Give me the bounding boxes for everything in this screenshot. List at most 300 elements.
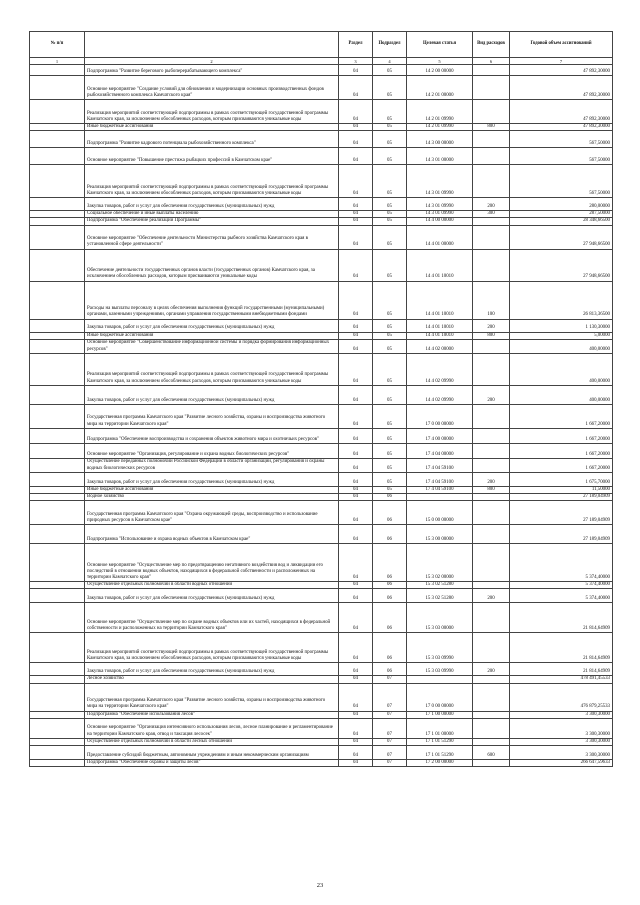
cell-name: Закупка товаров, работ и услуг для обеспечения государственных (муниципальных) нужд: [85, 589, 339, 603]
cell-section: 04: [339, 124, 373, 131]
cell-section: 04: [339, 428, 373, 443]
cell-amount: 47 892,30000: [510, 76, 613, 100]
cell-subsection: 07: [373, 676, 407, 683]
cell-name: Основное мероприятие "Осуществление мер по охране водных объектов или их частей, находящихся в федеральной собственности и расположенных на территории Камчатского края": [85, 603, 339, 633]
cell-expense-type: [473, 544, 510, 582]
cell-subsection: 05: [373, 211, 407, 218]
cell-subsection: 05: [373, 428, 407, 443]
cell-target-article: 17 4 04 59100: [407, 472, 473, 486]
cell-expense-type: [473, 225, 510, 249]
cell-row-number: [30, 165, 85, 198]
cell-name: Подпрограмма "Обеспечение реализации Программы": [85, 218, 339, 225]
cell-row-number: [30, 472, 85, 486]
cell-subsection: 05: [373, 281, 407, 319]
cell-target-article: 15 3 02 00000: [407, 544, 473, 582]
cell-subsection: 05: [373, 443, 407, 458]
cell-expense-type: [473, 494, 510, 501]
cell-subsection: 05: [373, 165, 407, 198]
cell-subsection: 07: [373, 683, 407, 711]
cell-amount: 47 892,30000: [510, 124, 613, 131]
cell-section: 04: [339, 711, 373, 718]
cell-expense-type: [473, 404, 510, 428]
cell-amount: 476 879,25533: [510, 683, 613, 711]
cell-name: Лесное хозяйство: [85, 676, 339, 683]
cell-expense-type: [473, 65, 510, 76]
cell-expense-type: 200: [473, 663, 510, 676]
cell-target-article: 17 1 00 00000: [407, 711, 473, 718]
table-row: [30, 124, 613, 131]
cell-name: Закупка товаров, работ и услуг для обеспечения государственных (муниципальных) нужд: [85, 198, 339, 211]
cell-expense-type: 800: [473, 124, 510, 131]
cell-row-number: [30, 544, 85, 582]
cell-expense-type: [473, 501, 510, 525]
cell-amount: 27 948,66500: [510, 225, 613, 249]
cell-expense-type: 800: [473, 486, 510, 493]
cell-subsection: 05: [373, 148, 407, 165]
table-row: [30, 746, 613, 760]
cell-section: 04: [339, 676, 373, 683]
table-row: [30, 76, 613, 100]
cell-row-number: [30, 738, 85, 745]
cell-target-article: 14 3 01 09990: [407, 198, 473, 211]
cell-row-number: [30, 633, 85, 663]
cell-row-number: [30, 494, 85, 501]
cell-subsection: 05: [373, 249, 407, 281]
cell-name: Подпрограмма "Обеспечение использования лесов": [85, 711, 339, 718]
column-number: 1: [30, 58, 85, 65]
cell-amount: 287,50000: [510, 211, 613, 218]
table-row: [30, 603, 613, 633]
cell-target-article: [407, 676, 473, 683]
budget-table-sheet: [29, 31, 612, 767]
cell-name: Расходы на выплаты персоналу в целях обеспечения выполнения функций государственными (муниципальными) органами, казенными учреждениями, органами управления государственными внебюджетными фондами: [85, 281, 339, 319]
table-row: [30, 663, 613, 676]
cell-name: Иные бюджетные ассигнования: [85, 486, 339, 493]
cell-name: Основное мероприятие "Создание условий для обновления и модернизации основных производственных фондов рыбохозяйственного комплекса Камчатского края": [85, 76, 339, 100]
table-row: [30, 148, 613, 165]
cell-section: 04: [339, 353, 373, 385]
table-row: [30, 339, 613, 353]
cell-name: Подпрограмма "Обеспечение воспроизводства и сохранения объектов животного мира и охотничьих ресурсов": [85, 428, 339, 443]
cell-amount: 478 491,45533: [510, 676, 613, 683]
cell-section: 04: [339, 544, 373, 582]
cell-amount: 26 813,36500: [510, 281, 613, 319]
cell-expense-type: 200: [473, 472, 510, 486]
cell-amount: 5 374,40000: [510, 582, 613, 589]
cell-amount: 21 814,64909: [510, 633, 613, 663]
cell-section: 04: [339, 65, 373, 76]
table-row: [30, 494, 613, 501]
cell-subsection: 05: [373, 486, 407, 493]
cell-subsection: 05: [373, 65, 407, 76]
cell-target-article: 15 0 00 00000: [407, 501, 473, 525]
cell-name: Государственная программа Камчатского края "Развитие лесного хозяйства, охраны и воспроизводства животного мира на территории Камчатского края": [85, 683, 339, 711]
table-row: [30, 353, 613, 385]
cell-target-article: 14 2 00 00000: [407, 65, 473, 76]
cell-name: Основное мероприятие "Обеспечение деятельности Министерства рыбного хозяйства Камчатского края в установленной сфере деятельности": [85, 225, 339, 249]
table-row: [30, 683, 613, 711]
cell-section: 04: [339, 249, 373, 281]
cell-row-number: [30, 718, 85, 738]
cell-row-number: [30, 353, 85, 385]
cell-amount: 11,50000: [510, 486, 613, 493]
cell-name: Основное мероприятие "Совершенствование информационной системы и порядка формирования информационных ресурсов": [85, 339, 339, 353]
column-number: 5: [407, 58, 473, 65]
table-row: [30, 100, 613, 124]
cell-row-number: [30, 198, 85, 211]
cell-row-number: [30, 339, 85, 353]
cell-amount: 3 300,30000: [510, 718, 613, 738]
cell-expense-type: [473, 249, 510, 281]
cell-row-number: [30, 332, 85, 339]
cell-section: 04: [339, 633, 373, 663]
cell-amount: 1 130,30000: [510, 319, 613, 332]
cell-name: Государственная программа Камчатского края "Охрана окружающей среды, воспроизводство и использование природных ресурсов в Камчатском крае": [85, 501, 339, 525]
cell-target-article: 14 4 02 09990: [407, 353, 473, 385]
cell-target-article: 14 2 01 00000: [407, 76, 473, 100]
table-header-row: [30, 32, 613, 58]
cell-section: 04: [339, 319, 373, 332]
cell-expense-type: 100: [473, 281, 510, 319]
cell-expense-type: [473, 443, 510, 458]
table-row: [30, 472, 613, 486]
cell-target-article: 14 3 01 00000: [407, 148, 473, 165]
cell-subsection: 05: [373, 225, 407, 249]
cell-target-article: 17 1 01 51290: [407, 738, 473, 745]
cell-subsection: 07: [373, 760, 407, 767]
cell-amount: 1 667,20000: [510, 404, 613, 428]
cell-row-number: [30, 218, 85, 225]
column-number: 7: [510, 58, 613, 65]
cell-row-number: [30, 100, 85, 124]
cell-name: Осуществление отдельных полномочий в области лесных отношений: [85, 738, 339, 745]
cell-row-number: [30, 404, 85, 428]
cell-subsection: 06: [373, 494, 407, 501]
header-row-number: № п/п: [30, 32, 85, 58]
cell-section: 04: [339, 165, 373, 198]
cell-row-number: [30, 525, 85, 544]
cell-section: 04: [339, 683, 373, 711]
cell-target-article: 14 4 00 00000: [407, 218, 473, 225]
table-row: [30, 385, 613, 404]
table-row: [30, 486, 613, 493]
cell-subsection: 07: [373, 738, 407, 745]
cell-expense-type: [473, 131, 510, 148]
cell-amount: 567,50000: [510, 148, 613, 165]
cell-section: 04: [339, 738, 373, 745]
cell-amount: 400,00000: [510, 385, 613, 404]
table-row: [30, 589, 613, 603]
table-row: [30, 131, 613, 148]
cell-target-article: 14 4 01 10010: [407, 319, 473, 332]
cell-expense-type: [473, 711, 510, 718]
cell-amount: 27 189,04909: [510, 525, 613, 544]
cell-section: 04: [339, 76, 373, 100]
table-row: [30, 404, 613, 428]
cell-subsection: 06: [373, 633, 407, 663]
column-number: 4: [373, 58, 407, 65]
cell-amount: 21 814,64909: [510, 603, 613, 633]
cell-target-article: 15 3 03 09990: [407, 663, 473, 676]
header-expense-type: Вид расходов: [473, 32, 510, 58]
table-row: [30, 198, 613, 211]
table-row: [30, 582, 613, 589]
cell-section: 04: [339, 760, 373, 767]
header-subsection: Подраздел: [373, 32, 407, 58]
cell-target-article: 15 3 03 09990: [407, 633, 473, 663]
cell-expense-type: 300: [473, 211, 510, 218]
cell-subsection: 05: [373, 218, 407, 225]
cell-section: 04: [339, 225, 373, 249]
page-number: 23: [316, 882, 324, 889]
cell-name: Реализация мероприятий соответствующей подпрограммы в рамках соответствующей государственной программы Камчатского края, за исключением обособленных расходов, которым присваиваются уникальные коды: [85, 100, 339, 124]
cell-name: Осуществление переданных полномочий Российской Федерации в области организации, регулирования и охраны водных биологических ресурсов: [85, 458, 339, 472]
cell-amount: 27 189,04909: [510, 501, 613, 525]
cell-expense-type: 200: [473, 385, 510, 404]
cell-expense-type: [473, 339, 510, 353]
cell-expense-type: [473, 353, 510, 385]
cell-section: 04: [339, 148, 373, 165]
cell-subsection: 05: [373, 198, 407, 211]
cell-subsection: 07: [373, 746, 407, 760]
cell-row-number: [30, 385, 85, 404]
cell-subsection: 06: [373, 544, 407, 582]
cell-section: 04: [339, 589, 373, 603]
cell-name: Подпрограмма "Использование и охрана водных объектов в Камчатском крае": [85, 525, 339, 544]
cell-target-article: 14 2 01 09990: [407, 100, 473, 124]
column-number: 6: [473, 58, 510, 65]
budget-allocation-table: [29, 31, 613, 767]
table-row: [30, 249, 613, 281]
cell-row-number: [30, 663, 85, 676]
column-number-row: [30, 58, 613, 65]
cell-expense-type: [473, 738, 510, 745]
cell-row-number: [30, 211, 85, 218]
cell-row-number: [30, 746, 85, 760]
cell-expense-type: [473, 100, 510, 124]
cell-subsection: 05: [373, 332, 407, 339]
cell-name: Иные бюджетные ассигнования: [85, 124, 339, 131]
cell-expense-type: [473, 676, 510, 683]
cell-subsection: 07: [373, 711, 407, 718]
cell-name: Осуществление отдельных полномочий в области водных отношений: [85, 582, 339, 589]
cell-row-number: [30, 443, 85, 458]
cell-name: Реализация мероприятий соответствующей подпрограммы в рамках соответствующей государственной программы Камчатского края, за исключением обособленных расходов, которым присваиваются уникальные коды: [85, 633, 339, 663]
cell-amount: 1 667,20000: [510, 443, 613, 458]
cell-subsection: 05: [373, 472, 407, 486]
cell-subsection: 05: [373, 353, 407, 385]
cell-subsection: 05: [373, 339, 407, 353]
cell-amount: 1 667,20000: [510, 458, 613, 472]
cell-section: 04: [339, 718, 373, 738]
cell-expense-type: [473, 582, 510, 589]
cell-name: Социальное обеспечение и иные выплаты населению: [85, 211, 339, 218]
cell-expense-type: [473, 458, 510, 472]
cell-expense-type: 800: [473, 332, 510, 339]
table-row: [30, 443, 613, 458]
cell-section: 04: [339, 663, 373, 676]
cell-expense-type: 200: [473, 589, 510, 603]
cell-row-number: [30, 711, 85, 718]
cell-section: 04: [339, 486, 373, 493]
header-section: Раздел: [339, 32, 373, 58]
cell-section: 04: [339, 746, 373, 760]
cell-expense-type: [473, 603, 510, 633]
cell-row-number: [30, 582, 85, 589]
header-name: [85, 32, 339, 58]
cell-row-number: [30, 65, 85, 76]
cell-expense-type: [473, 683, 510, 711]
table-row: [30, 525, 613, 544]
cell-target-article: 14 3 01 09990: [407, 165, 473, 198]
cell-section: 04: [339, 211, 373, 218]
table-row: [30, 633, 613, 663]
cell-name: Реализация мероприятий соответствующей подпрограммы в рамках соответствующей государственной программы Камчатского края, за исключением обособленных расходов, которым присваиваются уникальные коды: [85, 165, 339, 198]
cell-row-number: [30, 148, 85, 165]
header-annual-amount: Годовой объем ассигнований: [510, 32, 613, 58]
cell-name: Основное мероприятие "Организация, регулирование и охрана водных биологических ресурсов": [85, 443, 339, 458]
table-row: [30, 718, 613, 738]
cell-subsection: 06: [373, 663, 407, 676]
cell-target-article: 14 4 01 00000: [407, 225, 473, 249]
cell-row-number: [30, 589, 85, 603]
cell-row-number: [30, 683, 85, 711]
cell-amount: 280,00000: [510, 198, 613, 211]
cell-section: 04: [339, 443, 373, 458]
table-row: [30, 738, 613, 745]
cell-name: Подпрограмма "Развитие кадрового потенциала рыбохозяйственного комплекса": [85, 131, 339, 148]
cell-target-article: 14 4 01 10010: [407, 281, 473, 319]
cell-amount: 1 667,20000: [510, 428, 613, 443]
table-row: [30, 458, 613, 472]
cell-section: 04: [339, 385, 373, 404]
cell-subsection: 06: [373, 582, 407, 589]
table-row: [30, 428, 613, 443]
cell-target-article: 15 3 00 00000: [407, 525, 473, 544]
cell-target-article: 14 4 02 09990: [407, 385, 473, 404]
cell-expense-type: [473, 633, 510, 663]
cell-expense-type: [473, 428, 510, 443]
column-number: 2: [85, 58, 339, 65]
header-target-article: Целевая статья: [407, 32, 473, 58]
cell-amount: 21 814,64909: [510, 663, 613, 676]
cell-subsection: 06: [373, 603, 407, 633]
column-number: 3: [339, 58, 373, 65]
cell-row-number: [30, 458, 85, 472]
cell-subsection: 07: [373, 718, 407, 738]
table-row: [30, 676, 613, 683]
cell-section: 04: [339, 472, 373, 486]
cell-section: 04: [339, 218, 373, 225]
cell-amount: 28 348,66500: [510, 218, 613, 225]
cell-expense-type: [473, 148, 510, 165]
cell-name: Водное хозяйство: [85, 494, 339, 501]
cell-expense-type: 200: [473, 319, 510, 332]
cell-target-article: 14 4 02 00000: [407, 339, 473, 353]
cell-name: Иные бюджетные ассигнования: [85, 332, 339, 339]
cell-target-article: 14 3 01 09990: [407, 211, 473, 218]
cell-expense-type: [473, 718, 510, 738]
cell-row-number: [30, 319, 85, 332]
cell-name: Реализация мероприятий соответствующей подпрограммы в рамках соответствующей государственной программы Камчатского края, за исключением обособленных расходов, которым присваиваются уникальные коды: [85, 353, 339, 385]
cell-subsection: 05: [373, 385, 407, 404]
cell-amount: 567,50000: [510, 165, 613, 198]
cell-section: 04: [339, 525, 373, 544]
cell-section: 04: [339, 603, 373, 633]
cell-row-number: [30, 281, 85, 319]
cell-subsection: 06: [373, 525, 407, 544]
table-row: [30, 211, 613, 218]
table-row: [30, 165, 613, 198]
cell-row-number: [30, 76, 85, 100]
cell-amount: 47 892,30000: [510, 100, 613, 124]
table-row: [30, 319, 613, 332]
cell-target-article: 17 4 04 00000: [407, 443, 473, 458]
cell-row-number: [30, 428, 85, 443]
cell-target-article: 14 4 01 10010: [407, 332, 473, 339]
cell-name: Подпрограмма "Обеспечение охраны и защиты лесов": [85, 760, 339, 767]
cell-row-number: [30, 486, 85, 493]
table-row: [30, 225, 613, 249]
cell-name: Закупка товаров, работ и услуг для обеспечения государственных (муниципальных) нужд: [85, 385, 339, 404]
cell-target-article: 17 4 00 00000: [407, 428, 473, 443]
cell-expense-type: [473, 76, 510, 100]
cell-target-article: 15 3 02 51280: [407, 582, 473, 589]
cell-subsection: 05: [373, 319, 407, 332]
cell-row-number: [30, 124, 85, 131]
cell-target-article: 17 0 00 00000: [407, 404, 473, 428]
cell-section: 04: [339, 198, 373, 211]
cell-amount: 27 948,66500: [510, 249, 613, 281]
cell-section: 04: [339, 501, 373, 525]
cell-name: Основное мероприятие "Осуществление мер по предотвращению негативного воздействия вод и ликвидации его последствий в отношении водных объектов, находящихся в федеральной собственности и расположенных на территории Камчатского края": [85, 544, 339, 582]
cell-row-number: [30, 131, 85, 148]
cell-name: Закупка товаров, работ и услуг для обеспечения государственных (муниципальных) нужд: [85, 663, 339, 676]
table-row: [30, 760, 613, 767]
cell-section: 04: [339, 339, 373, 353]
cell-expense-type: [473, 525, 510, 544]
table-body: [30, 65, 613, 767]
cell-subsection: 05: [373, 76, 407, 100]
table-row: [30, 544, 613, 582]
table-row: [30, 501, 613, 525]
cell-section: 04: [339, 404, 373, 428]
cell-section: 04: [339, 494, 373, 501]
cell-name: Основное мероприятие "Повышение престижа рыбацких профессий в Камчатском крае": [85, 148, 339, 165]
cell-row-number: [30, 501, 85, 525]
cell-target-article: 17 4 04 59100: [407, 486, 473, 493]
cell-amount: 3 300,30000: [510, 738, 613, 745]
cell-row-number: [30, 249, 85, 281]
cell-name: Обеспечение деятельности государственных органов власти (государственных органов) Камчатского края, за исключением обособленных расходов, которым присваиваются уникальные коды: [85, 249, 339, 281]
cell-name: Предоставление субсидий бюджетным, автономным учреждениям и иным некоммерческим организациям: [85, 746, 339, 760]
cell-target-article: 14 3 00 00000: [407, 131, 473, 148]
cell-expense-type: 600: [473, 746, 510, 760]
cell-row-number: [30, 225, 85, 249]
cell-amount: 3 300,30000: [510, 746, 613, 760]
cell-subsection: 05: [373, 124, 407, 131]
cell-target-article: 17 4 04 59100: [407, 458, 473, 472]
cell-amount: 400,00000: [510, 353, 613, 385]
table-row: [30, 332, 613, 339]
cell-target-article: 17 1 01 51290: [407, 746, 473, 760]
cell-target-article: 14 2 01 09990: [407, 124, 473, 131]
cell-name: Основное мероприятие "Организация интенсивного использования лесов, лесное планирование и регламентирование на территории Камчатского края, отвод и таксация лесосек": [85, 718, 339, 738]
cell-subsection: 05: [373, 404, 407, 428]
cell-name: Закупка товаров, работ и услуг для обеспечения государственных (муниципальных) нужд: [85, 319, 339, 332]
cell-subsection: 05: [373, 458, 407, 472]
table-row: [30, 65, 613, 76]
